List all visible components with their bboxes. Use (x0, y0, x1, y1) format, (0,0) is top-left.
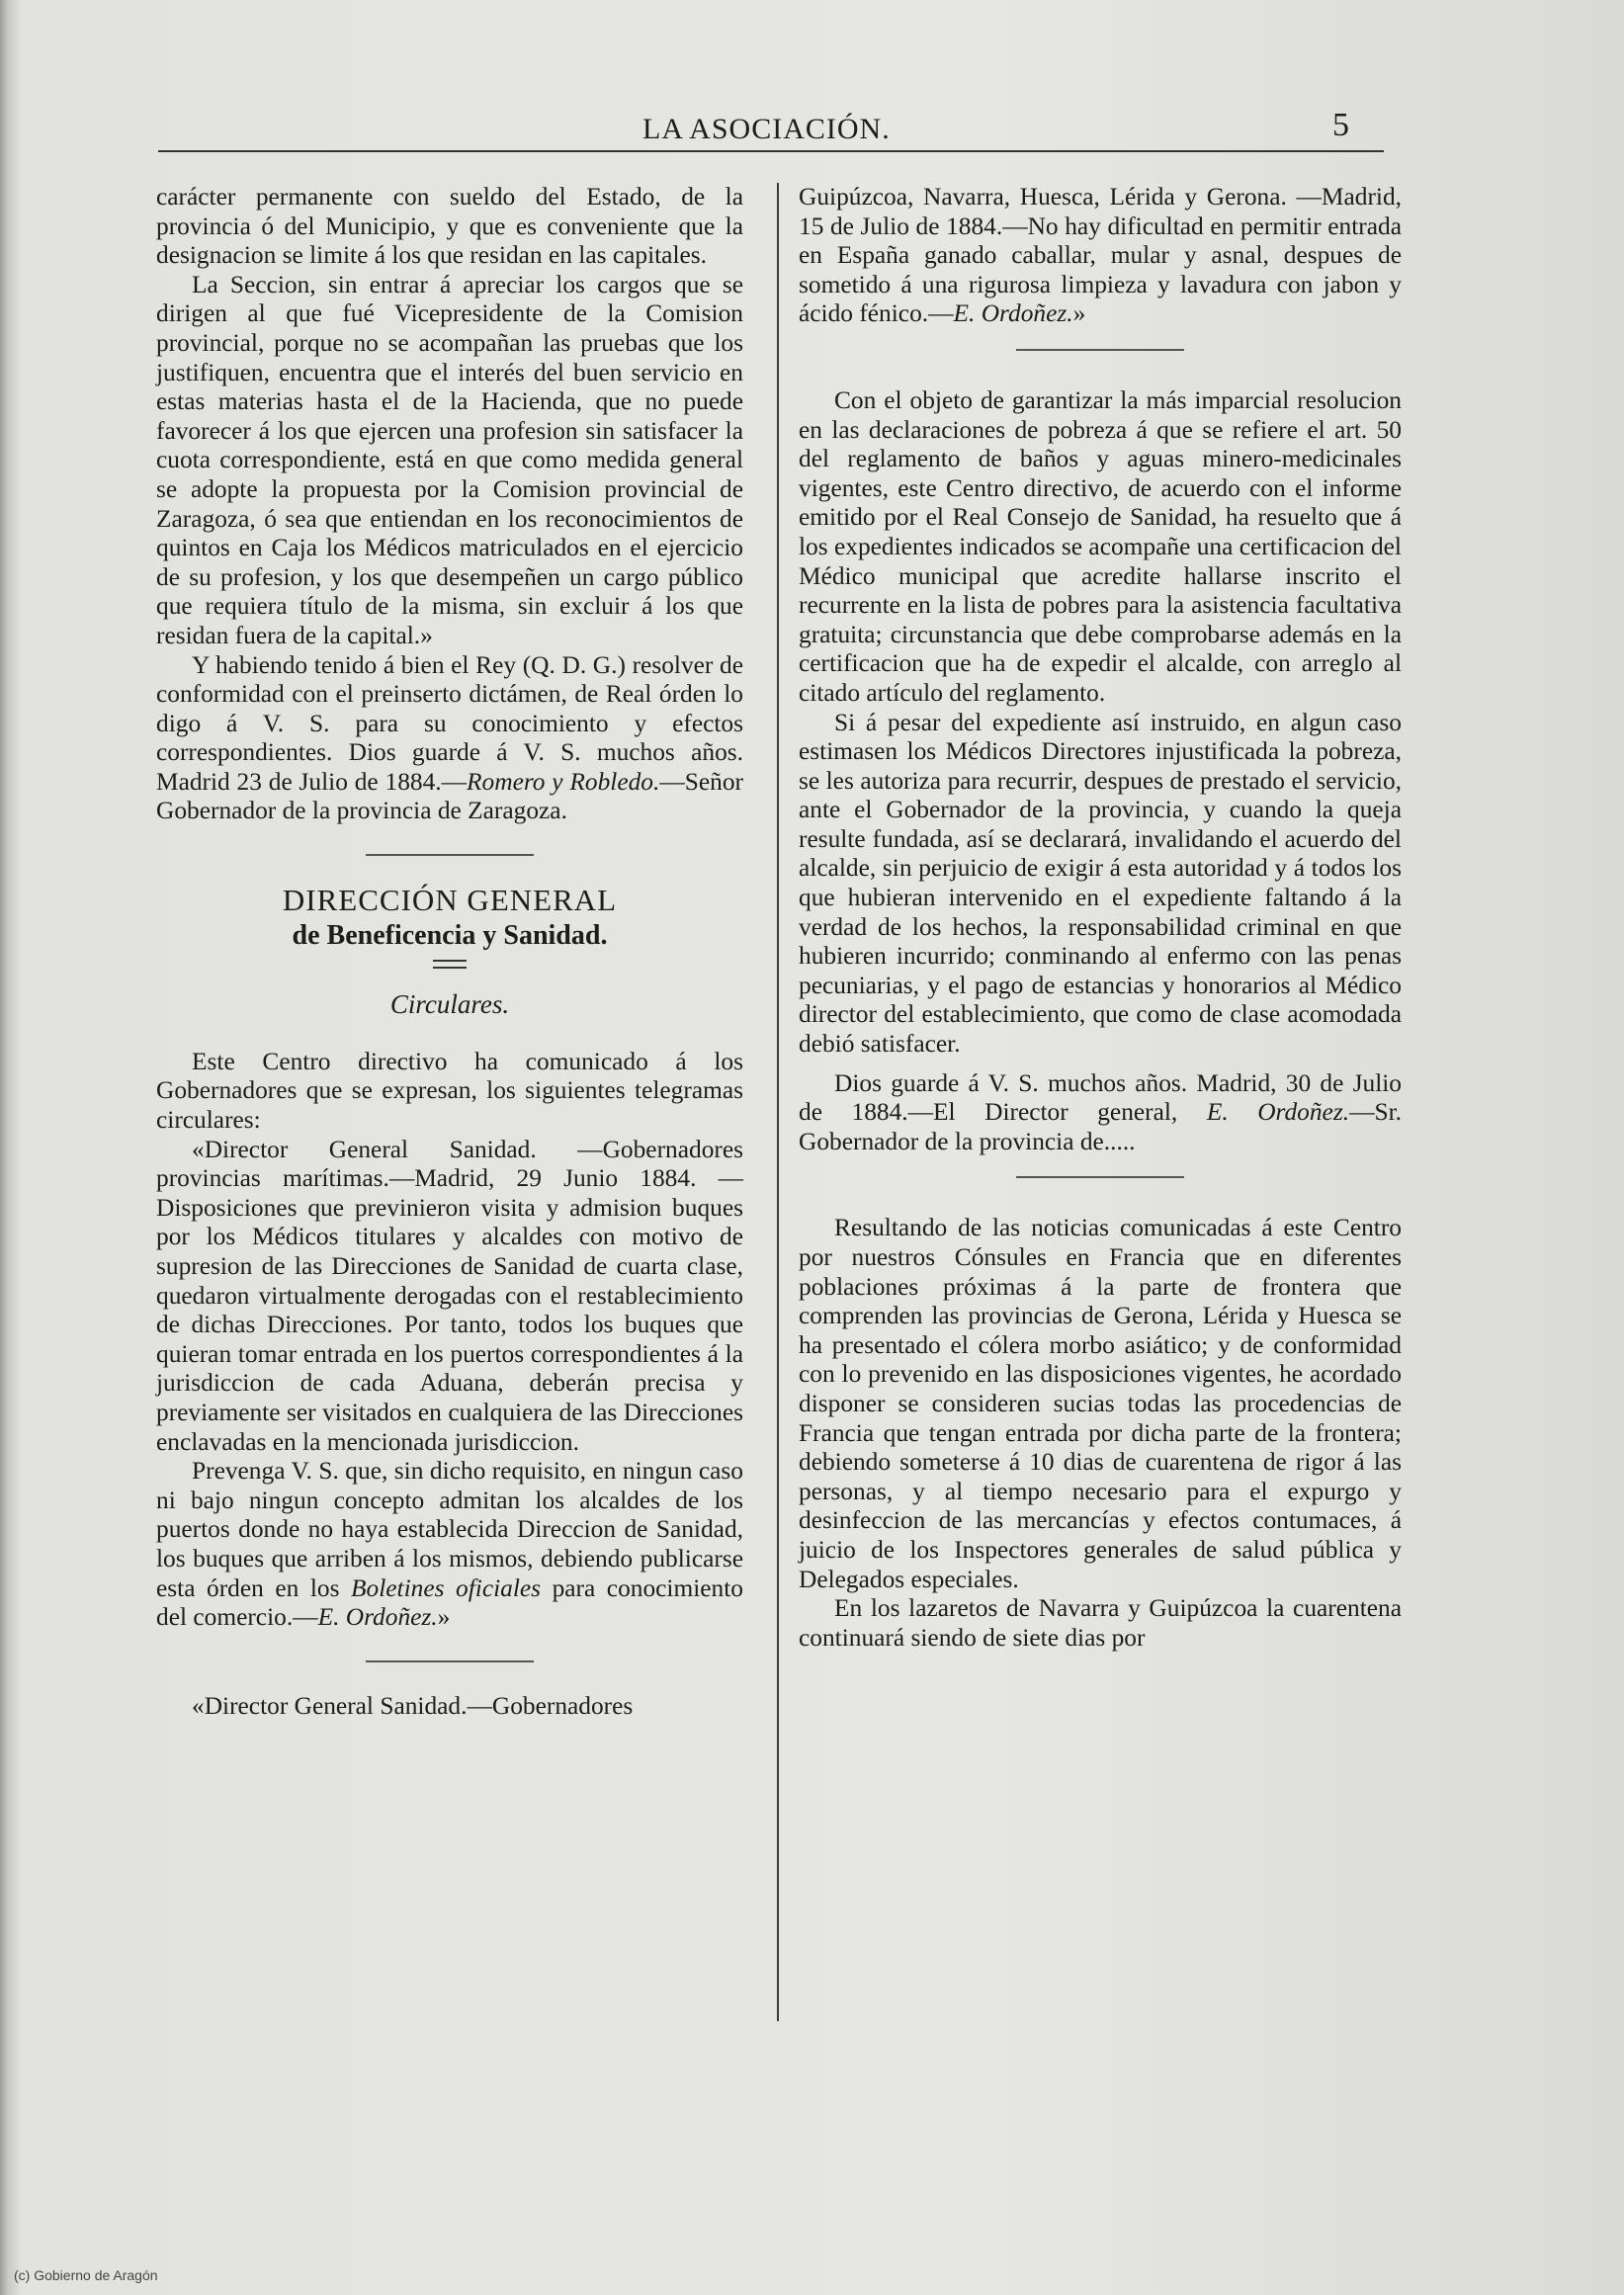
paragraph (799, 1069, 1402, 1157)
paragraph (156, 1457, 743, 1633)
paragraph-text: » (1072, 299, 1086, 328)
double-rule (433, 960, 467, 969)
paragraph: «Director General Sanidad.—Gobernadores (192, 1691, 634, 1720)
paragraph-text: Y habiendo tenido á bien el Rey (Q. D. G.) resolver de conformidad con el preinserto dictámen, de Real órden lo digo á V. S. para su conocimiento y efectos correspondientes. Dios guarde á V. S. muchos años. Madrid 23 de Julio de 1884.— (156, 650, 743, 796)
paragraph-text: Guipúzcoa, Navarra, Huesca, Lérida y Gerona. —Madrid, 15 de Julio de 1884.—No hay dificultad en permitir entrada en España ganado caballar, mular y asnal, despues de sometido á una rigurosa limpieza y lavadura con jabon y ácido fénico.— (799, 183, 1402, 328)
paragraph-text: —Señor Gobernador de la provincia de Zaragoza. (156, 767, 743, 825)
header-rule (158, 150, 1384, 152)
paragraph: Este Centro directivo ha comunicado á los Gobernadores que se expresan, los siguientes telegramas circulares: (156, 1047, 743, 1135)
column-divider (777, 183, 779, 2021)
publication-name: Boletines oficiales (351, 1573, 542, 1602)
left-column (156, 183, 743, 1721)
paragraph-text: para conocimiento del comercio.— (156, 1573, 743, 1632)
separator-rule (1016, 349, 1184, 351)
paragraph-text: —Sr. Gobernador de la provincia de..... (799, 1098, 1402, 1155)
paragraph-text: » (437, 1603, 451, 1632)
paragraph: Si á pesar del expediente así instruido, en algun caso estimasen los Médicos Directores injustificada la pobreza, se les autoriza para recurrir, despues de prestado el servicio, ante el Gobernador de la provincia, y cuando la queja resulte fundada, así se declarará, invalidando el acuerdo del alcalde, sin perjuicio de exigir á esta autoridad y á todos los que hubieran intervenido en el expediente faltando á la verdad de los hechos, la responsabilidad criminal en que hubieren incurrido; conminando al enfermo con las penas pecuniarias, y el pago de estancias y honorarios al Médico director del establecimiento, que como de clase acomodada debió satisfacer. (799, 708, 1402, 1059)
section-title: DIRECCIÓN GENERAL (282, 883, 618, 918)
paragraph: Con el objeto de garantizar la más imparcial resolucion en las declaraciones de pobreza á que se refiere el art. 50 del reglamento de baños y aguas minero-medicinales vigentes, este Centro directivo, de acuerdo con el informe emitido por el Real Consejo de Sanidad, ha resuelto que á los expedientes indicados se acompañe una certificacion del Médico municipal que acredite hallarse inscrito el recurrente en la lista de pobres para la asistencia facultativa gratuita; circunstancia que debe comprobarse además en la certificacion que ha de expedir el alcalde, con arreglo al citado artículo del reglamento. (799, 385, 1402, 707)
paragraph: carácter permanente con sueldo del Estado, de la provincia ó del Municipio, y que es conveniente que la designacion se limite á los que residan en las capitales. (156, 183, 743, 270)
signature: E. Ordoñez. (317, 1603, 438, 1632)
running-title: LA ASOCIACIÓN. (642, 113, 891, 145)
paragraph: La Seccion, sin entrar á apreciar los cargos que se dirigen al que fué Vicepresidente de la Comision provincial, porque no se acompañan las pruebas que los justifiquen, encuentra que el interés del buen servicio en estas materias hasta el de la Hacienda, que no puede favorecer á los que ejercen una profesion sin satisfacer la cuota correspondiente, está en que como medida general se adopte la propuesta por la Comision provincial de Zaragoza, ó sea que entiendan en los reconocimientos de quintos en Caja los Médicos matriculados en el ejercicio de su profesion, y los que desempeñen un cargo público que requiera título de la misma, sin excluir á los que residan fuera de la capital.» (156, 270, 743, 649)
section-subtitle: de Beneficencia y Sanidad. (292, 919, 608, 951)
paragraph: Resultando de las noticias comunicadas á este Centro por nuestros Cónsules en Francia que en diferentes poblaciones próximas á la parte de frontera que comprenden las provincias de Gerona, Lérida y Huesca se ha presentado el cólera morbo asiático; y de conformidad con lo prevenido en las disposiciones vigentes, he acordado disponer se consideren sucias todas las procedencias de Francia que tengan entrada por dicha parte de la frontera; debiendo someterse á 10 dias de cuarentena de rigor á las personas, y al tiempo necesario para el expurgo y desinfeccion de las mercancías y efectos contumaces, á juicio de los Inspectores generales de salud pública y Delegados especiales. (799, 1214, 1402, 1593)
page-number: 5 (1332, 107, 1349, 143)
paragraph (799, 183, 1402, 329)
paragraph: En los lazaretos de Navarra y Guipúzcoa la cuarentena continuará siendo de siete dias por (799, 1594, 1402, 1652)
signature: Romero y Robledo. (467, 767, 660, 796)
subsection-title: Circulares. (389, 989, 510, 1020)
page-header (158, 107, 1384, 152)
paragraph-text: Dios guarde á V. S. muchos años. Madrid, 30 de Julio de 1884.—El Director general, (799, 1068, 1402, 1127)
signature: E. Ordoñez. (1206, 1098, 1350, 1127)
paragraph-text: Prevenga V. S. que, sin dicho requisito, en ningun caso ni bajo ningun concepto admitan los alcaldes de los puertos donde no haya establecida Direccion de Sanidad, los buques que arriben á los mismos, debiendo publicarse esta órden en los (156, 1457, 743, 1602)
signature: E. Ordoñez. (953, 299, 1073, 328)
paragraph (156, 651, 743, 827)
separator-rule (1016, 1176, 1184, 1178)
right-column (799, 183, 1402, 1653)
paragraph: «Director General Sanidad. —Gobernadores provincias marítimas.—Madrid, 29 Junio 1884. —Disposiciones que previnieron visita y admision buques por los Médicos titulares y alcaldes con motivo de supresion de las Direcciones de Sanidad de cuarta clase, quedaron virtualmente derogadas con el restablecimiento de dichas Direcciones. Por tanto, todos los buques que quieran tomar entrada en los puertos correspondientes á la jurisdiccion de cada Aduana, deberán precisa y previamente ser visitados en cualquiera de las Direcciones enclavadas en la mencionada jurisdiccion. (156, 1135, 743, 1456)
image-credit: (c) Gobierno de Aragón (14, 2267, 158, 2283)
separator-rule (366, 1660, 534, 1662)
separator-rule (366, 854, 534, 856)
